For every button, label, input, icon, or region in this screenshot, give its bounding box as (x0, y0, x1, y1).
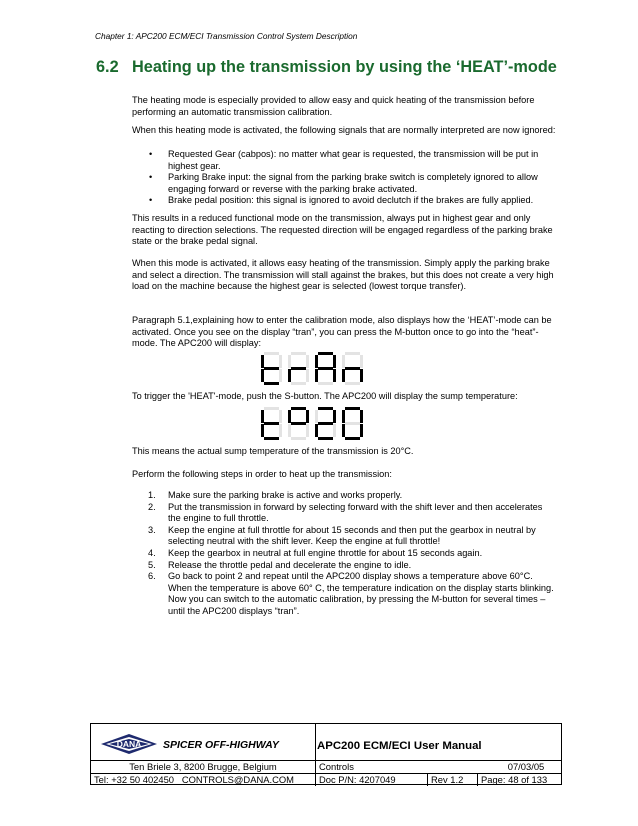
list-item-text: Brake pedal position: this signal is ignored to avoid declutch if the brakes are fully applied. (168, 195, 534, 206)
footer-contact: Tel: +32 50 402450 CONTROLS@DANA.COM (94, 774, 294, 785)
heating-steps-list (132, 490, 557, 618)
step-text: Make sure the parking brake is active and works properly. (168, 490, 403, 500)
lcd-digit (315, 407, 336, 440)
step-text: Release the throttle pedal and decelerate the engine to idle. (168, 559, 412, 570)
footer-doc-number: Doc P/N: 4207049 (315, 774, 427, 786)
list-item (132, 195, 557, 207)
step-text: Put the transmission in forward by selecting forward with the shift lever and then accelerates the engine to full throttle. (168, 501, 543, 524)
manual-title: APC200 ECM/ECI User Manual (317, 740, 482, 752)
footer-page-number: Page: 48 of 133 (477, 774, 561, 786)
dana-diamond-logo (101, 734, 157, 754)
ignored-signals-list (132, 149, 557, 207)
dana-logo (101, 733, 301, 757)
paragraph-calibration-ref: Paragraph 5.1,explaining how to enter the calibration mode, also displays how the ‘HEAT’-mode can be activated. Once you see on the display “tran”, you can press the M-button once to go into the “heat”-mode. The APC200 will display: (132, 315, 552, 349)
footer-dept: Controls (315, 761, 561, 774)
lcd-digit (315, 352, 336, 385)
section-title: Heating up the transmission by using the ‘HEAT’-mode (132, 58, 557, 76)
lcd-display-temperature (260, 406, 364, 441)
step-text: Keep the gearbox in neutral at full engine throttle for about 15 seconds again. (168, 547, 483, 558)
bullet: • (149, 172, 153, 183)
footer-row-2 (91, 773, 561, 786)
list-item (132, 560, 557, 572)
step-number: 5. (148, 559, 156, 570)
list-item (132, 490, 557, 502)
paragraph-easy-heating: When this mode is activated, it allows easy heating of the transmission. Simply apply the parking brake and select a direction. The transmission will stall against the brakes, but this does not create a very high load on the machine because the highest gear is selected (lowest torque transfer). (132, 258, 554, 292)
step-number: 2. (148, 501, 156, 512)
footer-table (90, 723, 562, 785)
list-item (132, 525, 557, 548)
paragraph-result: This results in a reduced functional mode on the transmission, always put in highest gear and only reacting to direction selections. The requested direction will be engaged regardless of the parking brake state or the brake pedal signal. (132, 213, 553, 247)
logo-tagline: SPICER OFF-HIGHWAY (163, 739, 279, 751)
step-number: 1. (148, 490, 156, 500)
bullet: • (149, 195, 153, 206)
footer-revision: Rev 1.2 (427, 774, 477, 786)
list-item (132, 571, 557, 617)
list-item-text: Requested Gear (cabpos): no matter what gear is requested, the transmission will be put in highest gear. (168, 149, 539, 171)
lcd-digit (288, 407, 309, 440)
step-number: 6. (148, 571, 156, 582)
list-item (132, 548, 557, 560)
paragraph-meaning: This means the actual sump temperature of the transmission is 20°C. (132, 446, 414, 456)
paragraph-signals-intro: When this heating mode is activated, the following signals that are normally interpreted are now ignored: (132, 125, 556, 135)
list-item-text: Parking Brake input: the signal from the parking brake switch is completely ignored to allow engaging forward or reverse with the parking brake activated. (168, 172, 538, 194)
paragraph-perform: Perform the following steps in order to heat up the transmission: (132, 469, 392, 479)
bullet: • (149, 149, 153, 159)
lcd-display-tran (260, 351, 364, 386)
lcd-digit (342, 407, 363, 440)
footer-date: 07/03/05 (507, 761, 545, 772)
step-text: Keep the engine at full throttle for about 15 seconds and then put the gearbox in neutral by selecting neutral with the shift lever. Keep the engine at full throttle! (168, 524, 536, 547)
footer-logo-cell (91, 724, 315, 760)
lcd-digit (288, 352, 309, 385)
list-item (132, 172, 557, 195)
step-number: 4. (148, 547, 156, 558)
footer-address: Ten Briele 3, 8200 Brugge, Belgium (129, 761, 277, 772)
lcd-digit (261, 352, 282, 385)
step-number: 3. (148, 524, 156, 535)
chapter-header: Chapter 1: APC200 ECM/ECI Transmission Control System Description (95, 31, 358, 41)
paragraph-trigger: To trigger the 'HEAT'-mode, push the S-button. The APC200 will display the sump temperature: (132, 391, 518, 401)
step-text: Go back to point 2 and repeat until the APC200 display shows a temperature above 60°C. When the temperature is above 60° C, the temperature indication on the display starts blinking. Now you can switch to the automatic calibration, by pressing the M-button for several times – until the APC200 displays “tran”. (168, 571, 554, 616)
lcd-digit (261, 407, 282, 440)
paragraph-intro: The heating mode is especially provided to allow easy and quick heating of the transmission before performing an automatic transmission calibration. (132, 95, 535, 117)
section-heading (96, 58, 557, 77)
list-item (132, 502, 557, 525)
footer-row-1 (91, 760, 561, 774)
lcd-digit (342, 352, 363, 385)
logo-brand: DANA (116, 739, 142, 749)
list-item (132, 149, 557, 172)
section-number: 6.2 (96, 58, 119, 76)
